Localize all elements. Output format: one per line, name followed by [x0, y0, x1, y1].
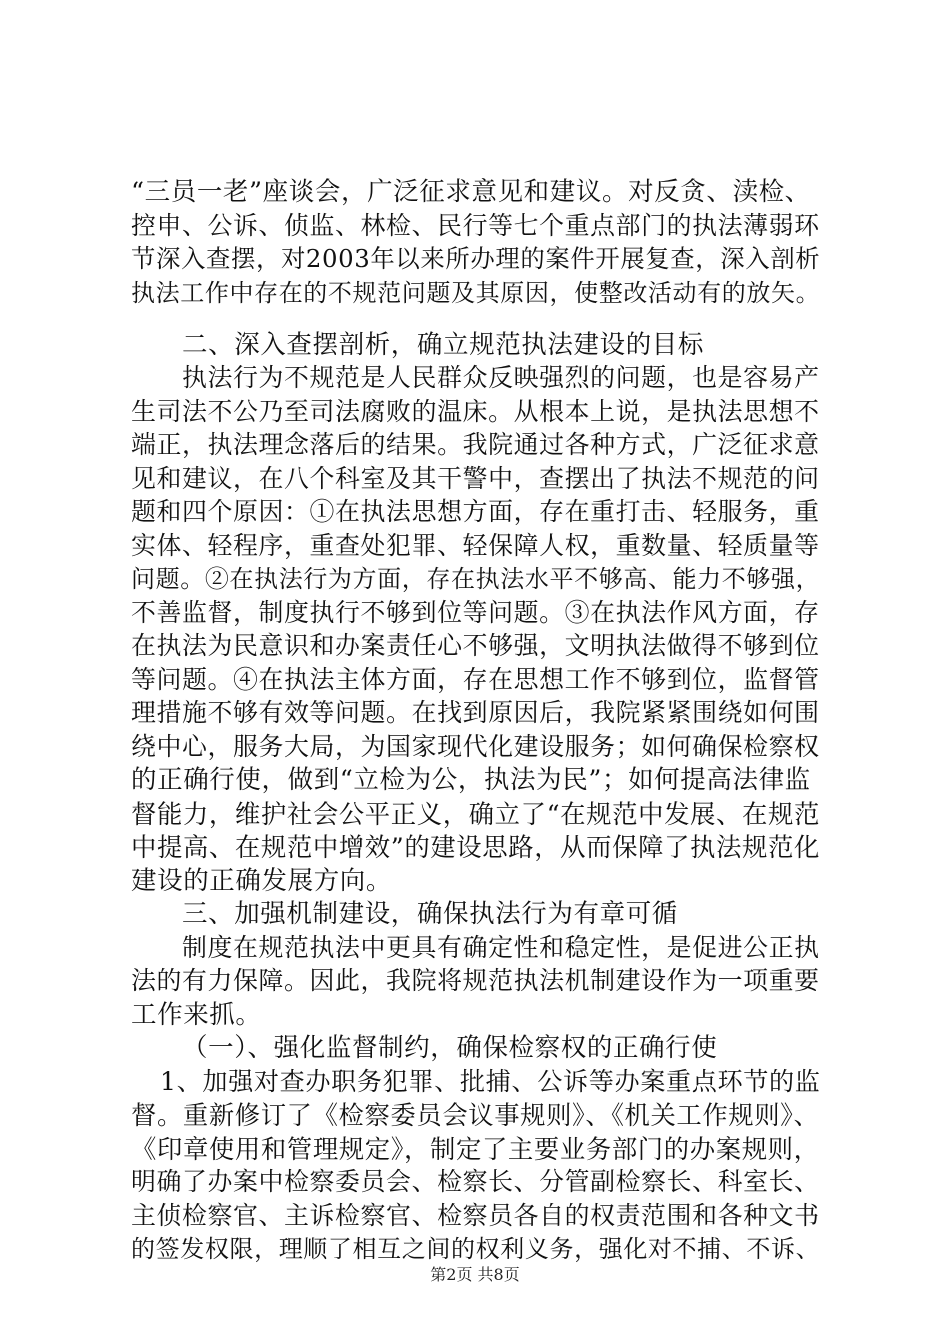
paragraph-line: 中提高、在规范中增效”的建设思路，从而保障了执法规范化: [131, 832, 820, 862]
paragraph-line: 不善监督，制度执行不够到位等问题。③在执法作风方面，存: [131, 598, 820, 627]
paragraph-line: 《印章使用和管理规定》，制定了主要业务部门的办案规则，: [131, 1134, 820, 1164]
paragraph-line: 问题。②在执法行为方面，存在执法水平不够高、能力不够强，: [131, 565, 821, 593]
paragraph-line: 明确了办案中检察委员会、检察长、分管副检察长、科室长、: [131, 1167, 820, 1196]
paragraph-line: 题和四个原因：①在执法思想方面，存在重打击、轻服务，重: [131, 497, 820, 526]
paragraph-line: 执法工作中存在的不规范问题及其原因，使整改活动有的放矢。: [131, 279, 821, 307]
subsection-heading: （一）、强化监督制约，确保检察权的正确行使: [182, 1033, 718, 1063]
paragraph-line: 等问题。④在执法主体方面，存在思想工作不够到位，监督管: [131, 665, 820, 694]
paragraph-line: 在执法为民意识和办案责任心不够强，文明执法做得不够到位: [131, 631, 820, 660]
paragraph-line: 理措施不够有效等问题。在找到原因后，我院紧紧围绕如何围: [131, 698, 820, 727]
paragraph-line: 端正，执法理念落后的结果。我院通过各种方式，广泛征求意: [131, 430, 820, 459]
paragraph-line: 生司法不公乃至司法腐败的温床。从根本上说，是执法思想不: [131, 397, 820, 426]
paragraph-line: 建设的正确发展方向。: [131, 866, 393, 896]
paragraph-line: 控申、公诉、侦监、林检、民行等七个重点部门的执法薄弱环: [131, 211, 820, 240]
section-heading: 二、深入查摆剖析，确立规范执法建设的目标: [182, 330, 705, 360]
paragraph-line: 法的有力保障。因此，我院将规范执法机制建设作为一项重要: [131, 966, 820, 995]
paragraph-line: 1、加强对查办职务犯罪、批捕、公诉等办案重点环节的监: [160, 1067, 821, 1096]
paragraph-line: 督。重新修订了《检察委员会议事规则》、《机关工作规则》、: [131, 1100, 820, 1130]
paragraph-line: 工作来抓。: [131, 1000, 262, 1030]
paragraph-line: 实体、轻程序，重查处犯罪、轻保障人权，重数量、轻质量等: [131, 531, 820, 560]
paragraph-line: 的正确行使，做到“立检为公，执法为民”；如何提高法律监: [131, 765, 811, 795]
section-heading: 三、加强机制建设，确保执法行为有章可循: [182, 899, 678, 929]
paragraph-line: 督能力，维护社会公平正义，确立了“在规范中发展、在规范: [131, 799, 820, 829]
paragraph-line: 制度在规范执法中更具有确定性和稳定性，是促进公正执: [182, 933, 820, 962]
paragraph-line: “三员一老”座谈会，广泛征求意见和建议。对反贪、渎检、: [131, 177, 811, 207]
page-number-footer: 第2页 共8页: [430, 1265, 520, 1284]
paragraph-line: 的签发权限，理顺了相互之间的权利义务，强化对不捕、不诉、: [131, 1235, 821, 1263]
paragraph-line: 主侦检察官、主诉检察官、检察员各自的权责范围和各种文书: [131, 1201, 820, 1230]
paragraph-line: 绕中心，服务大局，为国家现代化建设服务；如何确保检察权: [131, 732, 820, 761]
paragraph-line: 执法行为不规范是人民群众反映强烈的问题，也是容易产: [182, 363, 820, 392]
paragraph-line: 节深入查摆，对2003年以来所办理的案件开展复查，深入剖析: [131, 244, 821, 273]
paragraph-line: 见和建议，在八个科室及其干警中，查摆出了执法不规范的问: [131, 464, 820, 493]
